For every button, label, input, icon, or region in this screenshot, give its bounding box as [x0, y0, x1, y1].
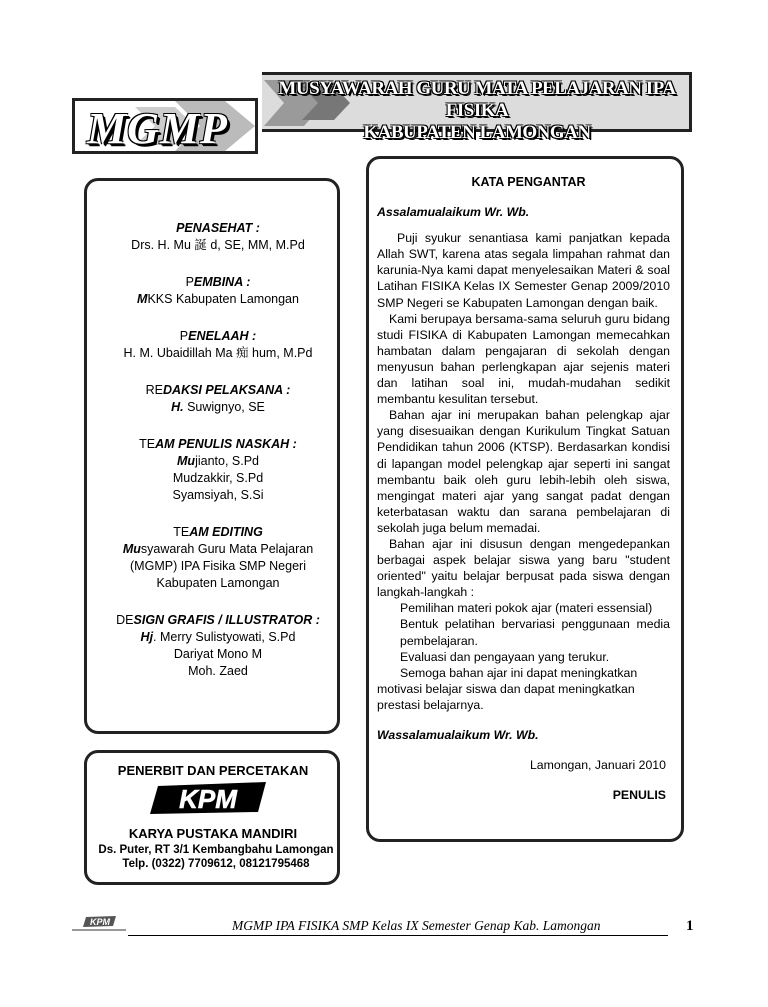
footer-rule — [128, 935, 668, 936]
page-number: 1 — [686, 918, 694, 934]
kpm-logo-text: KPM — [179, 784, 237, 814]
kpm-logo — [150, 780, 266, 816]
footer-text: MGMP IPA FISIKA SMP Kelas IX Semester Genap Kab. Lamongan — [232, 918, 601, 933]
preface-paragraph-5-line-2: motivasi belajar siswa dan dapat meningkatkan — [377, 681, 635, 696]
preface — [377, 174, 670, 803]
role-redaksi: REDAKSI PELAKSANA : — [145, 383, 291, 397]
footer-kpm-logo-text: KPM — [90, 917, 110, 927]
preface-title: KATA PENGANTAR — [471, 175, 586, 189]
mgmp-logo — [72, 98, 258, 154]
name-pembina: MKKS Kabupaten Lamongan — [137, 292, 299, 306]
role-editing: TEAM EDITING — [173, 525, 263, 539]
name-editing-1: Musyawarah Guru Mata Pelajaran — [122, 542, 314, 556]
preface-paragraph-5-line-3: prestasi belajarnya. — [377, 697, 484, 712]
role-desain: DESIGN GRAFIS / ILLUSTRATOR : — [116, 613, 320, 627]
preface-closing: Wassalamualaikum Wr. Wb. — [377, 728, 539, 742]
name-desain-2: Dariyat Mono M — [173, 647, 263, 661]
preface-author: PENULIS — [612, 788, 666, 803]
name-desain-1: Hj. Merry Sulistyowati, S.Pd — [140, 630, 296, 644]
name-editing-3: Kabupaten Lamongan — [156, 576, 280, 590]
preface-place-date: Lamongan, Januari 2010 — [529, 758, 666, 773]
publisher-address-block — [88, 843, 344, 871]
name-desain-3: Moh. Zaed — [188, 664, 248, 678]
preface-paragraph-3: Bahan ajar ini merupakan bahan pelengkap ajar yang disesuaikan dengan Kurikulum Tingkat Satuan Pendidikan tahun 2006 (KTSP). Berdasarkan kondisi di lapangan model pelengkap ajar seperti ini sangat membantu baik oleh guru lebih-lebih oleh siswa, mengingat materi ajar yang sangat padat dengan keterbatasan waktu dan sarana pembelajaran di sekolah juga belum memadai. — [377, 408, 670, 535]
name-penelaah: H. M. Ubaidillah Ma 痴 hum, M.Pd — [123, 346, 313, 360]
preface-step-3: Evaluasi dan pengayaan yang terukur. — [400, 649, 610, 664]
name-redaksi: H. Suwignyo, SE — [171, 400, 265, 414]
name-penulis-3: Syamsiyah, S.Si — [172, 488, 264, 502]
preface-step-1: Pemilihan materi pokok ajar (materi essensial) — [400, 601, 653, 616]
preface-paragraph-1: Puji syukur senantiasa kami panjatkan kepada Allah SWT, karena atas segala limpahan rahmat dan karunia-Nya kami dapat menyelesaikan Materi & soal Latihan FISIKA Kelas IX Semester Genap 2009/2010 SMP Negeri se Kabupaten Lamongan dengan baik. — [377, 231, 670, 310]
preface-step-2: Bentuk pelatihan bervariasi penggunaan media pembelajaran. — [400, 617, 670, 648]
name-penulis-2: Mudzakkir, S.Pd — [172, 471, 264, 485]
preface-paragraph-4: Bahan ajar ini disusun dengan mengedepankan berbagai aspek belajar siswa yang baru "student oriented" yaitu belajar berpusat pada siswa dengan langkah-langkah : — [377, 536, 670, 600]
publisher-address: Ds. Puter, RT 3/1 Kembangbahu Lamongan — [98, 844, 334, 856]
name-penulis-1: Mujianto, S.Pd — [177, 454, 259, 468]
footer-kpm-logo — [70, 915, 128, 933]
publisher-name: KARYA PUSTAKA MANDIRI — [128, 826, 298, 841]
credits-list — [88, 220, 348, 680]
preface-paragraph-5-line-1: Semoga bahan ajar ini dapat meningkatkan — [400, 665, 638, 680]
header-title-line2: KABUPATEN LAMONGAN — [363, 122, 591, 143]
header-title — [262, 78, 692, 144]
publisher-phone: Telp. (0322) 7709612, 08121795468 — [122, 858, 310, 870]
publisher-heading: PENERBIT DAN PERCETAKAN — [117, 763, 309, 778]
name-editing-2: (MGMP) IPA Fisika SMP Negeri — [130, 559, 306, 573]
role-penulis: TEAM PENULIS NASKAH : — [139, 437, 297, 451]
role-penelaah: PENELAAH : — [179, 329, 257, 343]
preface-paragraph-2: Kami berupaya bersama-sama seluruh guru bidang studi FISIKA di Kabupaten Lamongan memecahkan hambatan dalam pengajaran di sekolah dengan menyusun bahan perlengkapan ajar sejenis materi dan latihan soal ini, mudah-mudahan sedikit membantu kesulitan tersebut. — [377, 311, 670, 407]
role-penasehat: PENASEHAT : — [176, 221, 260, 235]
name-penasehat: Drs. H. Mu 誕 d, SE, MM, M.Pd — [131, 238, 305, 252]
role-pembina: PEMBINA : — [185, 275, 251, 289]
mgmp-logo-text: MGMP — [87, 104, 228, 153]
header-title-line1: MUSYAWARAH GURU MATA PELAJARAN IPA FISIKA — [278, 78, 676, 121]
preface-greeting: Assalamualaikum Wr. Wb. — [377, 205, 530, 220]
